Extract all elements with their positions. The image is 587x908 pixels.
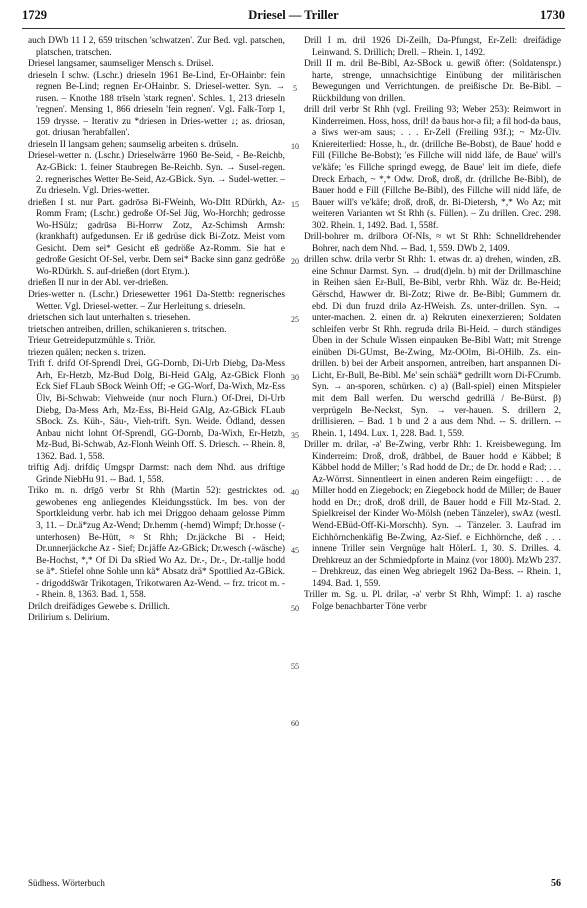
dictionary-entry: Drill I m. dril 1926 Di-Zeilh, Da-Pfungst, Er-Zell: dreifädige Leinwand. S. Drillich; Drell. – Rhein. 1, 1492. bbox=[304, 36, 561, 58]
dictionary-entry: Triller m. Sg. u. Pl. drilər, -ə' verbr St Rhh, Wimpf: 1. a) rasche Folge benachbarter Töne verbr bbox=[304, 590, 561, 612]
dictionary-entry: drieseln I schw. (Lschr.) drieseln 1961 Be-Lind, Er-OHainbr: fein regnen Be-Lind; regnen Er-OHainbr. S. Driesel-wetter. Syn. → rusen. – Knothe 188 trīseln 'stark regnen'. Schles. 1, 213 drieseln 'regnen'. Mensing 1, 866 drieseln 'fein regnen'. Vgl. Falk-Torp 1, 159 drysse. – Iterativ zu *driesen in Dries-wetter ↓; as. driosan, got. driusan 'herabfallen'. bbox=[28, 70, 285, 139]
dictionary-entry: drietschen sich laut unterhalten s. triesehen. bbox=[28, 313, 191, 324]
page-title: Driesel — Triller bbox=[248, 8, 339, 22]
header-rule bbox=[22, 28, 565, 29]
dictionary-entry: drießen II nur in der Abl. ver-drießen. bbox=[28, 278, 169, 289]
line-number: 5 bbox=[293, 84, 297, 94]
page-footer bbox=[28, 878, 561, 892]
dictionary-entry: Drill-bohrer m. drilborə Of-NIs, ≈ wt St Rhh: Schnelldrehender Bohrer, nach dem Nhd. -- Bad. 1, 559. DWb 2, 1409. bbox=[304, 232, 561, 254]
dictionary-entry: Driller m. drilər, -ə' Be-Zwing, verbr Rhh: 1. Kreisbewegung. Im Kinderreim: Droß, droß, drābbel, de Bauer hodd e Käbbel; ß Käbbel hodd de Miller; 's Rad hodd de Dr.; de Dr. hodd e Rad; . . . Az-Wörrst. Sinnentleert in einen anderen Reim eingefügt: . . . de Miller hodd en Ziegebock; en Ziegebock hodd de Miller; de Bauer hodd en Dr.; droß, droß drill, de Bauer hodd e Fill Mz-Stad. 2. Spielkreisel der Kinder Wo-Mölsh (neben Tänzeler), swAz (westl. Wend-EBüd-Off-Ki-Morschh). Syn. → Tänzeler. 3. Laufrad im Eichhörnchenkäfig Be-Zwing, Az-Sief. e Eichhörnche, deß . . . innene Triller sein Vergnüge halt HölerL 1, 30. S. Drilles. 4. Drehkreuz an der Schmiedpforte in Mainz (vor 1800). MzWb 237. – Drehkreuz, das einen Weg abriegelt 1962 Da-Bess. -- Rhein. 1, 1494. Bad. 1, 559. bbox=[304, 440, 561, 589]
footer-title: Südhess. Wörterbuch bbox=[28, 878, 105, 888]
dictionary-entry: drießen I st. nur Part. gədrōsə Bi-FWeinh, Wo-DItt RDürkh, Az-Romm Fram; (Lschr.) gedroße Of-Sel Jüg, Wo-Horchh; gedrosse Wo-HSülz; gədrūsə Bi-Horrw Zotz, Az-Schimsh Armsh: (krankhaft) aufgedunsen. Er iß gedrüse dick Bi-Zotz. Meist vom Gesicht. Dem sei* Gesicht eß gedröße Az-Romm. Sie hat e gedroße Gesicht Of-Sel, verbr. Dem sei* Backe sinn ganz gedröße Wo-RDürkh. S. auf-drießen (dort Etym.). bbox=[28, 197, 285, 277]
left-column bbox=[28, 36, 285, 852]
dictionary-entry: Drilch dreifädiges Gewebe s. Drillich. bbox=[28, 601, 170, 612]
dictionary-entry: Drilirium s. Delirium. bbox=[28, 613, 110, 624]
line-number: 60 bbox=[291, 719, 299, 729]
left-column-number: 1729 bbox=[22, 8, 47, 22]
line-number: 30 bbox=[291, 372, 299, 382]
line-number: 35 bbox=[291, 430, 299, 440]
right-column-number: 1730 bbox=[540, 8, 565, 22]
dictionary-entry: Driesel langsamer, saumseliger Mensch s. Drüsel. bbox=[28, 59, 214, 70]
dictionary-entry: trietschen antreiben, drillen, schikanieren s. tritschen. bbox=[28, 324, 227, 335]
line-number: 55 bbox=[291, 661, 299, 671]
line-numbers bbox=[286, 36, 304, 856]
line-number: 25 bbox=[291, 315, 299, 325]
right-column bbox=[304, 36, 561, 852]
dictionary-entry: Triko m. n. drīgō verbr St Rhh (Martin 52): gestricktes od. gewobenes eng anliegendes Kleidungsstück. Im bes. von der Sportkleidung verbr. hab ich mei Driggoo dehaam gelosse Pimm 3, 11. – Dr.ä*zug Az-Wend; Dr.hemm (-hemd) Wimpf; Dr.hosse (-unterhosen) Be-Hütt, ≈ St Rhh; Dr.jäckche Bi - Heid; Dr.unnerjäckche Az - Sief; Dr.jäffe Az-GBick; Dr.wesch (-wäsche) Be-Hochst, *,* Of Di Da sRied Wo Az. Dr.-, Dr.-, Dr.-tallje hodd se ä*. Stiefel ohne Sohle unn kä* Absatz drä* Spottlied Az-GBick. - drigoddšwār Trikotagen, Trikotwaren Az-Wend. -- frz. tricot m. -- Rhein. 8, 1363. Bad. 1, 558. bbox=[28, 486, 285, 601]
dictionary-entry: auch DWb 11 I 2, 659 tritschen 'schwatzen'. Zur Bed. vgl. patschen, platschen, tratschen. bbox=[28, 36, 285, 58]
page-number: 56 bbox=[551, 878, 561, 889]
dictionary-entry: Trieur Getreideputzmühle s. Triör. bbox=[28, 336, 156, 347]
line-number: 50 bbox=[291, 603, 299, 613]
page-header bbox=[22, 8, 565, 26]
line-number: 40 bbox=[291, 488, 299, 498]
line-number: 10 bbox=[291, 141, 299, 151]
dictionary-entry: drieseln II langsam gehen; saumselig arbeiten s. drüseln. bbox=[28, 139, 239, 150]
dictionary-entry: Driesel-wetter n. (Lschr.) Drieselwärre 1960 Be-Seid, - Be-Reichb, Az-GBick: 1. feiner Staubregen Be-Reichb. Syn. → Susel-regen. 2. regnerisches Wetter Be-Seid, Az-GBick. Syn. → Sudel-wetter. – Zu drieseln. Vgl. Dries-wetter. bbox=[28, 151, 285, 197]
dictionary-entry: triftig Adj. drifdiç Umgspr Darmst: nach dem Nhd. aus driftige Grinde NiebHu 91. -- Bad. 1, 558. bbox=[28, 463, 285, 485]
line-number: 15 bbox=[291, 199, 299, 209]
dictionary-entry: Trift f. drifd Of-Sprendl Drei, GG-Dornb, Di-Urb Diebg, Da-Mess Arh, Er-Hetzb, Mz-Bud Dolg, Bi-Heid GAlg, Az-GBick Flonh Eck Sief FLaub SBock Weinh Off; -e GG-Worf, Da-Wixh, Mz-Ess Ülv, Bi-Schwab: Viehweide (nur noch Flurn.) Of-Drei, Di-Urb Diebg, Da-Mess Arh, Mz-Ess, Bi-Heid GAlg, Az-GBick FLaub SBock. Zs. Küh-, Säu-, Vieh-trift. Syn. Weide. Ödland, dessen Anbau nicht lohnt Of-Sprendl, GG-Dornb, Da-Wixh, Er-Hetzb, Mz-Bud, Bi-Schwab, Az-Flonh Weinh Off. S. Driesch. -- Rhein. 8, 1362. Bad. 1, 558. bbox=[28, 359, 285, 462]
dictionary-entry: Drill II m. dril Be-Bibl, Az-SBock u. gewiß öfter: (Soldatenspr.) harte, strenge, unnachsichtige Einübung der militärischen Bewegungen und Verrichtungen. de preißische Dr. Be-Bibl. – Rückbildung von drillen. bbox=[304, 59, 561, 104]
line-number: 20 bbox=[291, 257, 299, 267]
dictionary-entry: drillen schw. drilə verbr St Rhh: 1. etwas dr. a) drehen, winden, zB. eine Schnur Darmst. Syn. → drud(d)eln. b) mit der Drillmaschine in Reihen säen Er-Bull, Be-Bibl, verbr Rhh. Wäz dr. Be-Heid; Gërschd, Hawwer dr. Bi-Zotz; Riwe dr. Be-Bibl; Gummern dr. ebd. Di dun fruzd drilə Az-HWeish. Zs. unter-drillen. Syn. → unter-machen. 2. einen dr. a) Rekruten einexerzieren; Soldaten schleifen verbr St Rhh. regrudə drilə Bi-Heid. – durch ständiges Üben in der Schule Wissen einpauken Be-Bibl Watt; mit Strenge einüben Di-GUmst, Be-Zwing, Mz-OOlm, Bi-OHilb. Zs. ein-drillen. b) bei der Arbeit anspornen, antreiben, hart anspannen Di-Licht, Er-Bull, Be-Bibl. Me' sein schää* gedrillt worn Di-FCrumb. Syn. → an-sporen, schürken. c) a) (Ball-spiel) einen Mitspieler mit dem Ball werfen. Du werschd gedrillä / Be-Bürst. β) verprügeln Be-Neckst, Syn. → ver-hauen. S. drillern 2, drillisieren. – Bad. 1 b und 2 a aus dem Nhd. -- S. drillern. -- Rhein. 1, 1494. Lux. 1, 228. Bad. 1, 559. bbox=[304, 255, 561, 439]
dictionary-entry: drill dril verbr St Rhh (vgl. Freiling 93; Weber 253): Reimwort in Kinderreimen. Hoss, hoss, dril! də baus hor-ə fil; ə fil hod-də baus, ə šiws wer-əm saus; . . . Er-Zell (Freiling 93f.); ~ Mz-Ülv. Kniereiterlied: Hosse, h., dr. (drillche Be-Bobst), de Baue' hodd e Fill (Fillche Be-Bobst); 'es Fillche will nidd läfe, de Baue' will's ve'käfe; 'es Fillche springd ewegg, de Baue' leit im diefe, diefe Dreck Erbach, ~ *,* Odw. Droß, droß, dr. (drillche Be-Bibl), de Bauer hodd e Fill (Fillche Be-Bibl), des Fillche will nidd läfe, de Bauer will's ve'käfe; droß, droß, dr. Bi-Dietersh, *,* Wo Az; mit weiteren Varianten wt St Rhh (s. Füllen). – Zu drillen. Crec. 298. 302. Rhein. 1, 1492. Bad. 1, 558f. bbox=[304, 105, 561, 231]
line-number: 45 bbox=[291, 546, 299, 556]
dictionary-entry: triezen quälen; necken s. trizen. bbox=[28, 347, 146, 358]
dictionary-entry: Dries-wetter n. (Lschr.) Driesewetter 1961 Da-Stettb: regnerisches Wetter. Vgl. Driesel-wetter. – Zur Herleitung s. drieseln. bbox=[28, 290, 285, 312]
